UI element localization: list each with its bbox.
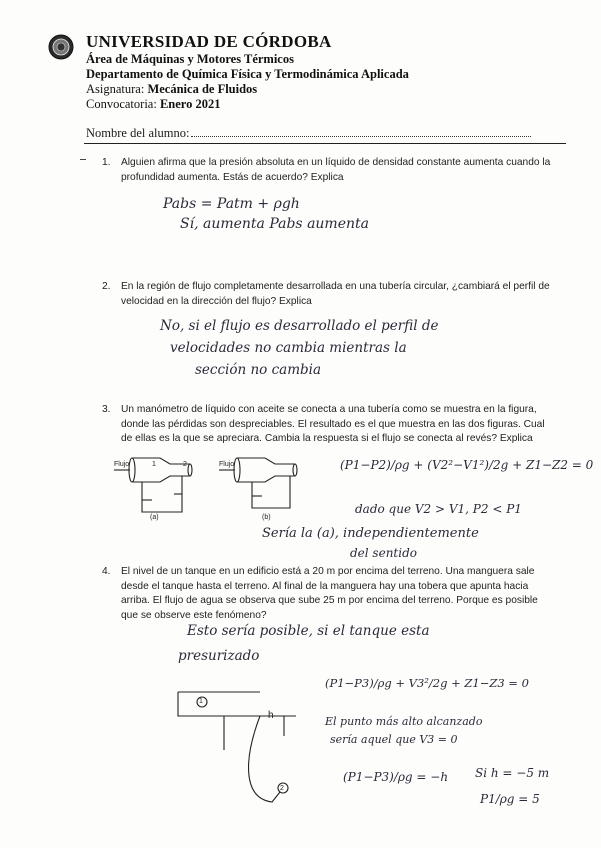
university-name: UNIVERSIDAD DE CÓRDOBA xyxy=(86,32,332,51)
fig4-height-label: h xyxy=(268,710,274,721)
tank-hose-figure xyxy=(172,688,307,813)
pipe-b-outlet-ellipse xyxy=(293,464,297,476)
header-divider xyxy=(84,143,566,144)
subject-value: Mecánica de Fluidos xyxy=(147,82,258,96)
call-label: Convocatoria: xyxy=(86,97,157,111)
q4-answer-line-6: (P1−P3)/ρg = −h xyxy=(343,770,449,784)
q3-answer-line-3: Sería la (a), independientemente xyxy=(262,526,479,541)
q4-number: 4. xyxy=(102,566,111,577)
fig-b-flow-label: Flujo xyxy=(219,461,235,468)
q3-number: 3. xyxy=(102,404,111,415)
q1-answer-line-2: Sí, aumenta Pabs aumenta xyxy=(180,216,369,232)
q4-answer-line-3: (P1−P3)/ρg + V3²/2g + Z1−Z3 = 0 xyxy=(325,676,529,690)
student-name-dots xyxy=(191,126,531,137)
q4-answer-line-4: El punto más alto alcanzado xyxy=(325,715,483,728)
university-seal-icon xyxy=(48,34,74,60)
q2-number: 2. xyxy=(102,281,111,292)
q3-answer-line-2: dado que V2 > V1, P2 < P1 xyxy=(355,502,522,516)
fig-a-flow-label: Flujo xyxy=(114,461,130,468)
subject-label: Asignatura: xyxy=(86,82,145,96)
fig-b-caption: (b) xyxy=(262,514,271,521)
fig4-point-1-label: 1 xyxy=(199,698,203,705)
tank-outline xyxy=(178,692,296,716)
fig-a-caption: (a) xyxy=(150,514,159,521)
fig-a-point-1-label: 1 xyxy=(152,461,156,468)
q2-answer-line-1: No, si el flujo es desarrollado el perfil de xyxy=(160,318,439,334)
margin-tick xyxy=(80,159,86,160)
student-name-line xyxy=(86,126,556,141)
q3-text: Un manómetro de líquido con aceite se conecta a una tubería como se muestra en la figura, donde las pérdidas son despreciables. El resultado es el que muestra en las dos figuras. Cual de ellas es la que se apreciara. Cambia la respuesta si el flujo se conecta al revés? Explica xyxy=(121,404,545,444)
q1-text: Alguien afirma que la presión absoluta en un líquido de densidad constante aumenta cuando la profundidad aumenta. Estás de acuerdo? Explica xyxy=(121,157,551,183)
q3-answer-line-4: del sentido xyxy=(350,546,417,560)
manometer-figures xyxy=(112,450,312,530)
pipe-a-top-wall xyxy=(132,458,190,464)
call-value: Enero 2021 xyxy=(159,97,221,111)
q2-answer-line-2: velocidades no cambia mientras la xyxy=(170,340,407,356)
pipe-b-bottom-wall xyxy=(237,476,295,482)
subject-line xyxy=(86,82,257,97)
q2-text: En la región de flujo completamente desarrollada en una tubería circular, ¿cambiará el perfil de velocidad en la dirección del flujo? Explica xyxy=(121,281,550,307)
q2-answer-line-3: sección no cambia xyxy=(195,362,322,378)
q3-answer-line-1: (P1−P2)/ρg + (V2²−V1²)/2g + Z1−Z2 = 0 xyxy=(340,458,594,472)
q4-answer-line-7: Si h = −5 m xyxy=(475,766,550,780)
q4-answer-line-1: Esto sería posible, si el tanque esta xyxy=(187,623,430,639)
student-label: Nombre del alumno: xyxy=(86,126,190,140)
department-name: Departamento de Química Física y Termodinámica Aplicada xyxy=(86,67,409,81)
pipe-a-bottom-wall xyxy=(132,476,190,482)
q4-text: El nivel de un tanque en un edificio está a 20 m por encima del terreno. Una manguera sale desde el tanque hasta el terreno. Al final de la manguera hay una tobera que apunta hacia arriba. El flujo de agua se observa que sube 25 m por encima del terreno. Porque es posible que se observe este fenómeno? xyxy=(121,566,538,621)
q4-answer-line-8: P1/ρg = 5 xyxy=(480,792,540,806)
fig4-point-2-label: 2 xyxy=(280,785,284,792)
manometer-b-tube xyxy=(252,476,290,508)
hose xyxy=(249,716,280,802)
pipe-a-outlet-ellipse xyxy=(188,464,192,476)
q1-number: 1. xyxy=(102,157,111,168)
q4-answer-line-5: sería aquel que V3 = 0 xyxy=(330,733,458,746)
area-name: Área de Máquinas y Motores Térmicos xyxy=(86,52,294,66)
call-line xyxy=(86,97,221,112)
fig-a-point-2-label: 2 xyxy=(183,461,187,468)
q4-answer-line-2: presurizado xyxy=(178,648,260,664)
pipe-b-top-wall xyxy=(237,458,295,464)
q1-answer-line-1: Pabs = Patm + ρgh xyxy=(163,196,300,212)
